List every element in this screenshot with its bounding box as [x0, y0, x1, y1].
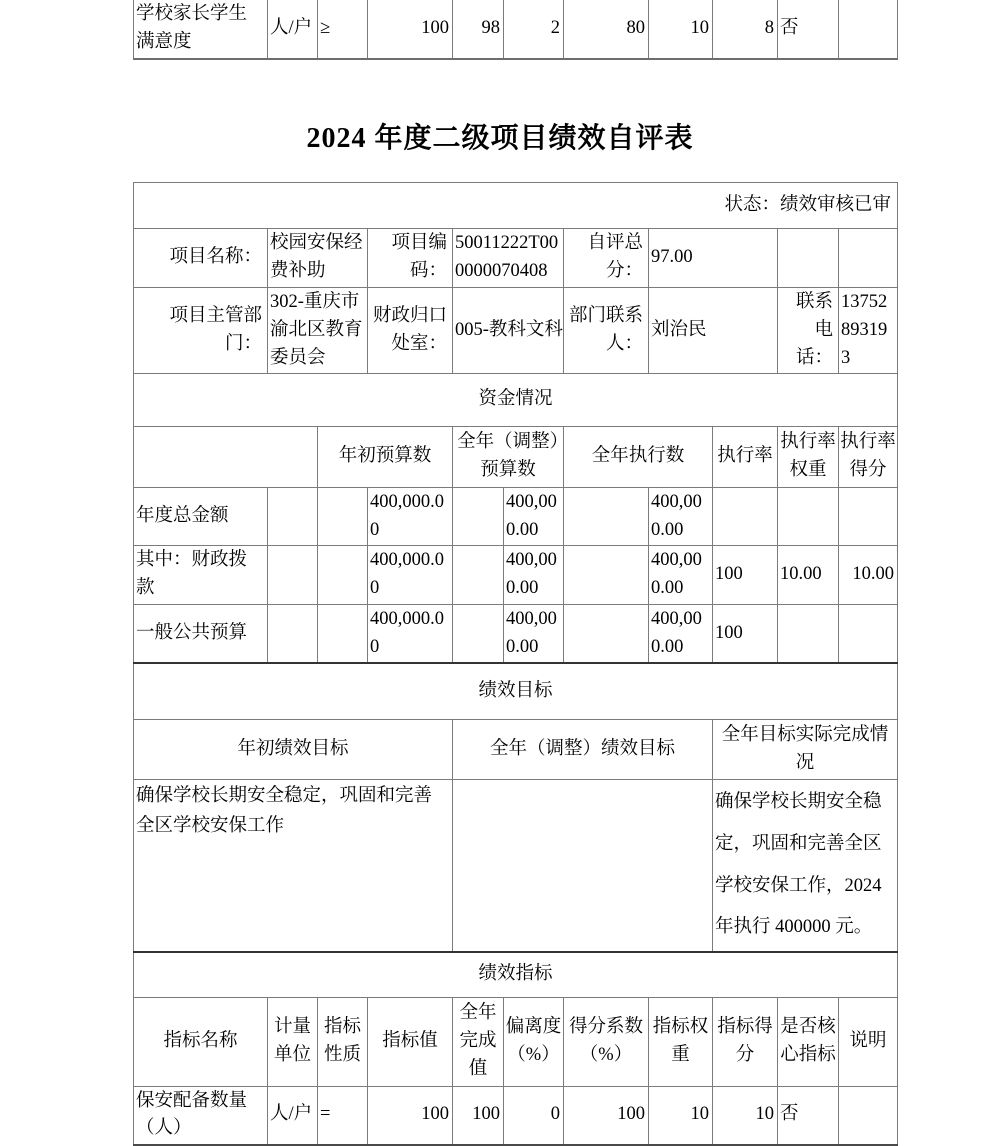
phone-value: 13752893193	[839, 288, 898, 374]
indicator-unit: 人/户	[268, 1086, 318, 1145]
finance-office-label: 财政归口处室：	[368, 288, 453, 374]
funding-adjusted: 400,000.00	[504, 546, 564, 605]
funding-label: 一般公共预算	[134, 604, 268, 663]
project-code-label: 项目编码：	[368, 229, 453, 288]
indicator-score: 10	[713, 1086, 778, 1145]
targets-header-actual: 全年目标实际完成情况	[713, 719, 898, 780]
indicator-note	[839, 0, 898, 59]
targets-content-row	[134, 780, 898, 952]
empty-cell	[134, 427, 318, 488]
indicators-header-unit: 计量单位	[268, 998, 318, 1086]
funding-rate-score	[839, 604, 898, 663]
funding-rate-weight: 10.00	[778, 546, 839, 605]
indicators-header-deviation: 偏离度（%）	[504, 998, 564, 1086]
indicator-completed: 100	[453, 1086, 504, 1145]
indicator-coefficient: 100	[564, 1086, 649, 1145]
funding-header-initial: 年初预算数	[318, 427, 453, 488]
previous-page-indicator-table	[133, 0, 898, 60]
targets-section-title: 绩效目标	[134, 663, 898, 719]
department-value: 302-重庆市渝北区教育委员会	[268, 288, 368, 374]
indicator-weight: 10	[649, 0, 713, 59]
empty-cell	[268, 604, 318, 663]
indicator-unit: 人/户	[268, 0, 318, 59]
self-score-label: 自评总分：	[564, 229, 649, 288]
empty-cell	[564, 487, 649, 546]
indicator-core: 否	[778, 0, 839, 59]
targets-section-row	[134, 663, 898, 719]
funding-adjusted: 400,000.00	[504, 487, 564, 546]
empty-cell	[268, 546, 318, 605]
indicators-header-name: 指标名称	[134, 998, 268, 1086]
contact-person-label: 部门联系人：	[564, 288, 649, 374]
status-text: 状态：绩效审核已审	[134, 183, 898, 229]
targets-initial-text: 确保学校长期安全稳定，巩固和完善全区学校安保工作	[134, 780, 453, 952]
funding-header-rate-score: 执行率得分	[839, 427, 898, 488]
indicator-deviation: 0	[504, 1086, 564, 1145]
empty-cell	[453, 604, 504, 663]
indicators-section-title: 绩效指标	[134, 952, 898, 998]
indicators-header-core: 是否核心指标	[778, 998, 839, 1086]
indicator-coefficient: 80	[564, 0, 649, 59]
funding-executed: 400,000.00	[649, 546, 713, 605]
indicators-header-score: 指标得分	[713, 998, 778, 1086]
project-name-row	[134, 229, 898, 288]
self-score-value: 97.00	[649, 229, 778, 288]
self-evaluation-table	[133, 182, 898, 1146]
indicators-header-coefficient: 得分系数（%）	[564, 998, 649, 1086]
empty-cell	[453, 487, 504, 546]
targets-header-adjusted: 全年（调整）绩效目标	[453, 719, 713, 780]
empty-cell	[778, 229, 839, 288]
empty-cell	[839, 229, 898, 288]
funding-adjusted: 400,000.00	[504, 604, 564, 663]
funding-header-executed: 全年执行数	[564, 427, 713, 488]
project-code-value: 50011222T000000070408	[453, 229, 564, 288]
funding-rate-score: 10.00	[839, 546, 898, 605]
funding-label: 其中：财政拨款	[134, 546, 268, 605]
indicator-completed: 98	[453, 0, 504, 59]
department-label: 项目主管部门：	[134, 288, 268, 374]
page-title: 2024 年度二级项目绩效自评表	[306, 123, 694, 154]
funding-section-row	[134, 374, 898, 427]
targets-header-row	[134, 719, 898, 780]
empty-cell	[268, 487, 318, 546]
targets-adjusted-text	[453, 780, 713, 952]
phone-label: 联系电话：	[778, 288, 839, 374]
funding-header-adjusted: 全年（调整）预算数	[453, 427, 564, 488]
funding-rate: 100	[713, 546, 778, 605]
table-row	[134, 1086, 898, 1145]
project-name-value: 校园安保经费补助	[268, 229, 368, 288]
indicator-target: 100	[368, 1086, 453, 1145]
funding-section-title: 资金情况	[134, 374, 898, 427]
funding-row-fiscal	[134, 546, 898, 605]
indicator-target: 100	[368, 0, 453, 59]
empty-cell	[318, 604, 368, 663]
indicators-header-target: 指标值	[368, 998, 453, 1086]
funding-rate-weight	[778, 487, 839, 546]
targets-actual-text: 确保学校长期安全稳定，巩固和完善全区学校安保工作，2024 年执行 400000 元。	[713, 780, 898, 952]
funding-row-general-budget	[134, 604, 898, 663]
table-row	[134, 0, 898, 59]
funding-executed: 400,000.00	[649, 604, 713, 663]
project-name-label: 项目名称：	[134, 229, 268, 288]
indicator-note	[839, 1086, 898, 1145]
finance-office-value: 005-教科文科	[453, 288, 564, 374]
targets-header-initial: 年初绩效目标	[134, 719, 453, 780]
empty-cell	[564, 604, 649, 663]
indicator-name: 保安配备数量（人）	[134, 1086, 268, 1145]
indicators-header-completed: 全年完成值	[453, 998, 504, 1086]
funding-rate	[713, 487, 778, 546]
empty-cell	[318, 487, 368, 546]
indicators-header-note: 说明	[839, 998, 898, 1086]
indicator-deviation: 2	[504, 0, 564, 59]
empty-cell	[318, 546, 368, 605]
funding-header-rate: 执行率	[713, 427, 778, 488]
funding-rate-score	[839, 487, 898, 546]
funding-initial: 400,000.00	[368, 487, 453, 546]
funding-initial: 400,000.00	[368, 546, 453, 605]
indicator-nature: =	[318, 1086, 368, 1145]
funding-row-total	[134, 487, 898, 546]
indicators-header-row	[134, 998, 898, 1086]
indicator-name: 学校家长学生满意度	[134, 0, 268, 59]
funding-executed: 400,000.00	[649, 487, 713, 546]
indicator-weight: 10	[649, 1086, 713, 1145]
funding-label: 年度总金额	[134, 487, 268, 546]
funding-rate-weight	[778, 604, 839, 663]
funding-header-rate-weight: 执行率权重	[778, 427, 839, 488]
indicator-nature: ≥	[318, 0, 368, 59]
funding-initial: 400,000.00	[368, 604, 453, 663]
empty-cell	[564, 546, 649, 605]
indicators-section-row	[134, 952, 898, 998]
department-row	[134, 288, 898, 374]
indicators-header-nature: 指标性质	[318, 998, 368, 1086]
indicators-header-weight: 指标权重	[649, 998, 713, 1086]
funding-rate: 100	[713, 604, 778, 663]
indicator-core: 否	[778, 1086, 839, 1145]
funding-header-row	[134, 427, 898, 488]
contact-person-value: 刘治民	[649, 288, 778, 374]
empty-cell	[453, 546, 504, 605]
status-row	[134, 183, 898, 229]
indicator-score: 8	[713, 0, 778, 59]
